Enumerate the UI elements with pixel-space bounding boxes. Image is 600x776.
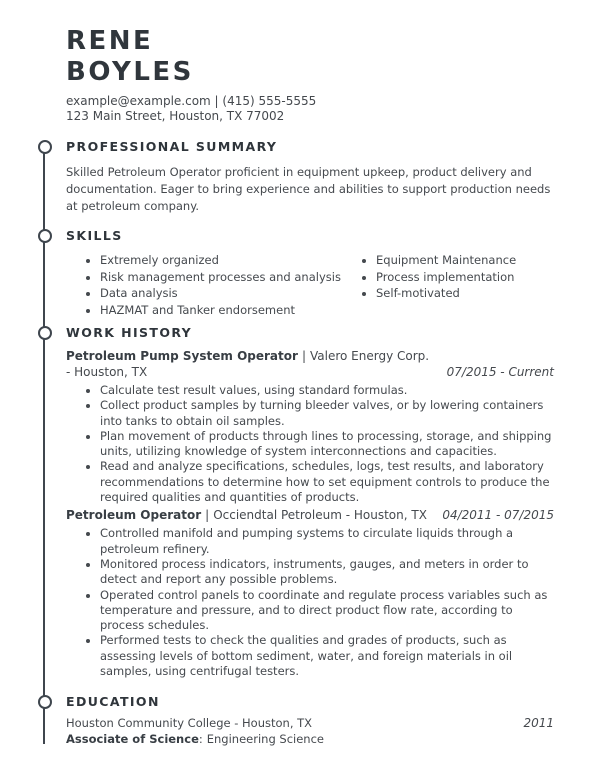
job-company: Valero Energy Corp. - Houston, TX — [66, 349, 430, 379]
job-duty: • Performed tests to check the qualities and grades of products, such as assessing levels of bottom sediment, water, and foreign materials in oil samples, using centrifugal testers. — [100, 633, 554, 679]
job-date-range: 04/2011 - 07/2015 — [442, 508, 554, 523]
skill-item: • Process implementation — [376, 269, 554, 286]
job-duty: • Calculate test result values, using standard formulas. — [100, 383, 554, 398]
skill-item: • Data analysis — [100, 285, 342, 302]
section-heading-work-history — [66, 325, 554, 341]
timeline-marker-icon — [38, 326, 52, 340]
candidate-name-line1: RENE — [66, 26, 154, 56]
job-duty: • Read and analyze specifications, schedules, logs, test results, and laboratory recommendations to determine how to set equipment controls to produce the required qualities and quantities of products. — [100, 459, 554, 505]
section-professional-summary — [0, 139, 600, 215]
skill-item: • Risk management processes and analysis — [100, 269, 342, 286]
section-heading-education — [66, 694, 554, 710]
timeline-marker-icon — [38, 229, 52, 243]
timeline-marker-icon — [38, 140, 52, 154]
section-work-history — [0, 325, 600, 679]
heading-label: WORK HISTORY — [66, 325, 193, 340]
contact-address: 123 Main Street, Houston, TX 77002 — [66, 108, 285, 123]
job-title: Petroleum Operator — [66, 508, 202, 523]
section-education — [0, 694, 600, 747]
job-duties-list — [66, 383, 554, 505]
candidate-name — [66, 26, 554, 88]
job-title-separator: | — [205, 508, 210, 523]
heading-label: EDUCATION — [66, 694, 160, 710]
education-entry — [66, 715, 554, 747]
skills-column-right — [342, 252, 554, 318]
job-company: Occiendtal Petroleum - Houston, TX — [213, 508, 427, 523]
skills-column-left — [66, 252, 342, 318]
summary-paragraph: Skilled Petroleum Operator proficient in equipment upkeep, product delivery and documentation. Eager to bring experience and abilities to support production needs at petroleum company. — [66, 165, 551, 213]
job-entry — [66, 348, 554, 505]
skill-item: • HAZMAT and Tanker endorsement — [100, 302, 342, 319]
education-date: 2011 — [523, 716, 554, 731]
job-duty: • Monitored process indicators, instruments, gauges, and meters in order to detect and report any possible problems. — [100, 557, 554, 588]
job-duty: • Plan movement of products through lines to processing, storage, and shipping units, utilizing knowledge of system interconnections and capacities. — [100, 429, 554, 460]
education-field: Engineering Science — [206, 732, 324, 747]
skill-item: • Self-motivated — [376, 285, 554, 302]
candidate-name-line2: BOYLES — [66, 57, 194, 87]
job-duty: • Operated control panels to coordinate and regulate process variables such as temperature and pressure, and to direct product flow rate, according to process schedules. — [100, 588, 554, 634]
job-date-range: 07/2015 - Current — [446, 365, 554, 379]
job-title: Petroleum Pump System Operator — [66, 349, 298, 363]
education-school: Houston Community College - Houston, TX — [66, 716, 313, 731]
contact-info — [66, 94, 554, 123]
skill-item: • Extremely organized — [100, 252, 342, 269]
skill-item: • Equipment Maintenance — [376, 252, 554, 269]
education-degree-row — [66, 731, 554, 747]
timeline-marker-icon — [38, 695, 52, 709]
job-duty: • Collect product samples by turning bleeder valves, or by lowering containers into tanks to obtain oil samples. — [100, 398, 554, 429]
job-duties-list — [66, 526, 554, 679]
heading-label: SKILLS — [66, 228, 123, 243]
section-heading-skills — [66, 228, 554, 244]
resume-header — [0, 0, 600, 123]
resume-body — [0, 139, 600, 747]
job-duty: • Controlled manifold and pumping systems to circulate liquids through a petroleum refinery. — [100, 526, 554, 557]
contact-email-phone: example@example.com | (415) 555-5555 — [66, 94, 317, 108]
section-skills — [0, 228, 600, 318]
education-degree-separator: : — [198, 732, 203, 747]
section-heading-professional-summary — [66, 139, 554, 155]
heading-label: PROFESSIONAL SUMMARY — [66, 139, 278, 154]
job-title-separator: | — [301, 349, 306, 363]
education-degree: Associate of Science — [66, 732, 199, 747]
job-entry — [66, 507, 554, 679]
skills-columns — [66, 252, 554, 318]
